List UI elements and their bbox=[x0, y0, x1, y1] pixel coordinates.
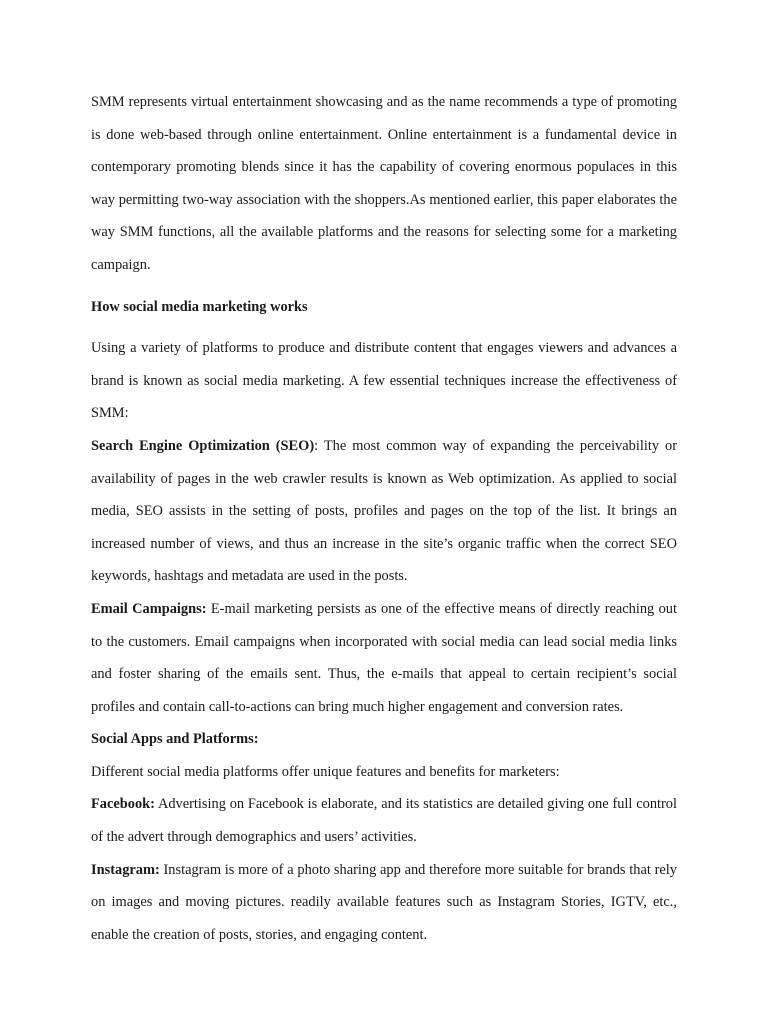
facebook-paragraph bbox=[91, 788, 677, 853]
intro-paragraph: SMM represents virtual entertainment showcasing and as the name recommends a type of promoting is done web-based through online entertainment. Online entertainment is a fundamental device in contemporary promoting blends since it has the capability of covering enormous populaces in this way permitting two-way association with the shoppers.As mentioned earlier, this paper elaborates the way SMM functions, all the available platforms and the reasons for selecting some for a marketing campaign. bbox=[91, 94, 677, 273]
using-platforms-paragraph: Using a variety of platforms to produce and distribute content that engages viewers and advances a brand is known as social media marketing. A few essential techniques increase the effectiveness of SMM: bbox=[91, 340, 677, 422]
email-campaigns-paragraph bbox=[91, 593, 677, 723]
seo-text: : The most common way of expanding the perceivability or availability of pages in the web crawler results is known as Web optimization. As applied to social media, SEO assists in the setting of posts, profiles and pages on the top of the list. It brings an increased number of views, and thus an increase in the site’s organic traffic when the correct SEO keywords, hashtags and metadata are used in the posts. bbox=[91, 437, 677, 585]
instagram-text: Instagram is more of a photo sharing app and therefore more suitable for brands that rely on images and moving pictures. readily available features such as Instagram Stories, IGTV, etc., enable the creation of posts, stories, and engaging content. bbox=[91, 861, 677, 943]
instagram-paragraph bbox=[91, 854, 677, 952]
seo-paragraph bbox=[91, 430, 677, 593]
instagram-label: Instagram: bbox=[91, 861, 160, 878]
seo-label: Search Engine Optimization (SEO) bbox=[91, 437, 315, 454]
document-body bbox=[91, 86, 677, 951]
facebook-label: Facebook: bbox=[91, 796, 155, 813]
email-campaigns-label: Email Campaigns: bbox=[91, 600, 207, 617]
section-heading-social-apps: Social Apps and Platforms: bbox=[91, 731, 259, 748]
email-campaigns-text: E-mail marketing persists as one of the effective means of directly reaching out to the customers. Email campaigns when incorporated with social media can lead social media links and foster sharing of the emails sent. Thus, the e-mails that appeal to certain recipient’s social profiles and contain call-to-actions can bring much higher engagement and conversion rates. bbox=[91, 600, 677, 715]
different-platforms-paragraph: Different social media platforms offer unique features and benefits for marketers: bbox=[91, 763, 560, 780]
section-heading-how-smm-works: How social media marketing works bbox=[91, 298, 308, 315]
spacer bbox=[91, 282, 677, 291]
spacer bbox=[91, 323, 677, 332]
facebook-text: Advertising on Facebook is elaborate, and its statistics are detailed giving one full control of the advert through demographics and users’ activities. bbox=[91, 796, 677, 846]
